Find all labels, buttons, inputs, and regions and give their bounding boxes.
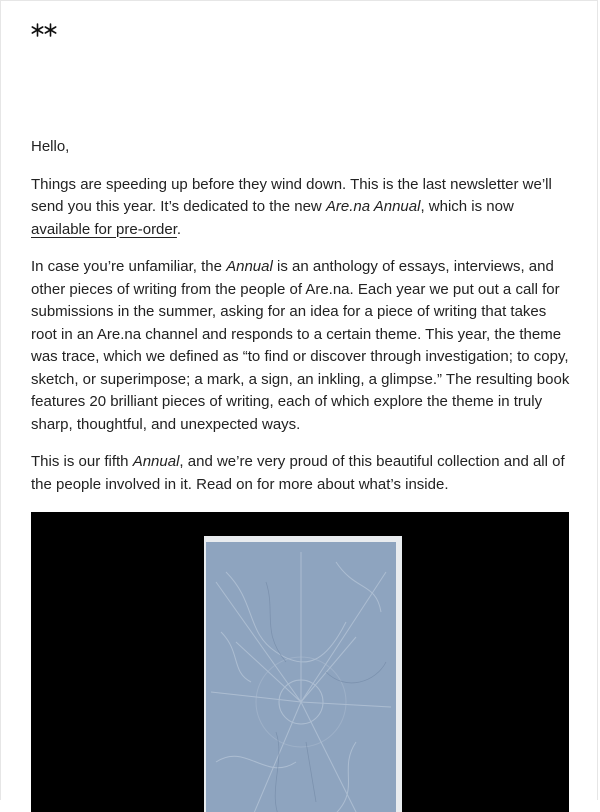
intro-paragraph: [31, 174, 571, 242]
arena-logo[interactable]: [31, 20, 57, 40]
annual-word-2: Annual: [132, 453, 180, 470]
pre-order-link[interactable]: available for pre-order: [31, 220, 177, 238]
intro-text-2: , which is now: [420, 198, 514, 215]
annual-word: Annual: [226, 258, 273, 275]
about-text-1: In case you’re unfamiliar, the: [31, 258, 227, 275]
about-text-2: is an anthology of essays, interviews, and other pieces of writing from the people of Are.na. Each year we put out a call for submissions in the summer, asking for an idea for a piece of writing that takes root in an Are.na channel and responds to a certain theme. This year, the theme was trace, which we defined as “to find or discover through investigation; to copy, sketch, or superimpose; a mark, a sign, an inkling, a glimpse.” The resulting book features 20 brilliant pieces of writing, each of which explore the theme in truly sharp, thoughtful, and unexpected ways.: [31, 258, 570, 433]
annual-title: Are.na Annual: [325, 198, 421, 215]
email-body: [31, 136, 571, 511]
intro-text-3: .: [176, 220, 182, 238]
fifth-annual-paragraph: [31, 451, 571, 496]
greeting: Hello,: [31, 138, 70, 155]
intro-text-1: Things are speeding up before they wind down. This is the last newsletter we’ll send you this year. It’s dedicated to the new: [31, 175, 552, 215]
cover-etching-pattern: [206, 542, 396, 812]
arena-asterisks-icon: [31, 20, 57, 40]
annual-book-image: [31, 512, 569, 812]
book-cover: [206, 542, 396, 812]
fifth-text-1: This is our fifth: [31, 453, 133, 470]
fifth-text-2: , and we’re very proud of this beautiful collection and all of the people involved in it. Read on for more about what’s inside.: [31, 453, 565, 493]
about-paragraph: [31, 256, 571, 436]
